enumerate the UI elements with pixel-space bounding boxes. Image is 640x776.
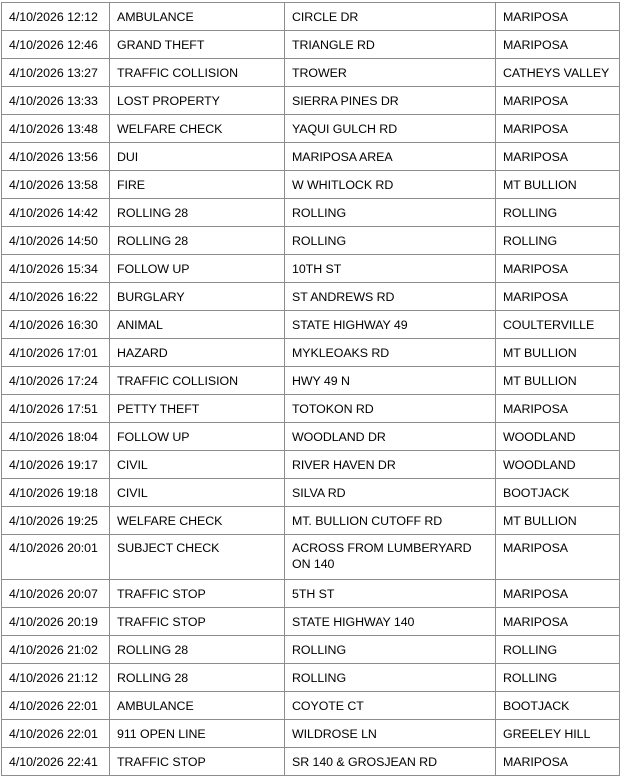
cell-location: W WHITLOCK RD bbox=[285, 171, 496, 199]
cell-nature: CIVIL bbox=[110, 479, 285, 507]
cell-location: YAQUI GULCH RD bbox=[285, 115, 496, 143]
table-row bbox=[2, 339, 620, 367]
cell-city: ROLLING bbox=[496, 664, 620, 692]
cell-nature: AMBULANCE bbox=[110, 692, 285, 720]
cell-datetime: 4/10/2026 16:22 bbox=[2, 283, 110, 311]
cell-nature: HAZARD bbox=[110, 339, 285, 367]
cell-nature: LOST PROPERTY bbox=[110, 87, 285, 115]
cell-location: TOTOKON RD bbox=[285, 395, 496, 423]
cell-datetime: 4/10/2026 17:01 bbox=[2, 339, 110, 367]
table-row bbox=[2, 720, 620, 748]
cell-location: ROLLING bbox=[285, 664, 496, 692]
cell-city: MARIPOSA bbox=[496, 115, 620, 143]
dispatch-log-page bbox=[0, 2, 640, 769]
cell-datetime: 4/10/2026 13:48 bbox=[2, 115, 110, 143]
cell-city: MT BULLION bbox=[496, 367, 620, 395]
cell-datetime: 4/10/2026 13:58 bbox=[2, 171, 110, 199]
cell-location: SR 140 & GROSJEAN RD bbox=[285, 748, 496, 776]
cell-city: MARIPOSA bbox=[496, 283, 620, 311]
cell-city: MARIPOSA bbox=[496, 608, 620, 636]
cell-location: 10TH ST bbox=[285, 255, 496, 283]
cell-location: WOODLAND DR bbox=[285, 423, 496, 451]
cell-location: MARIPOSA AREA bbox=[285, 143, 496, 171]
table-row bbox=[2, 199, 620, 227]
table-row bbox=[2, 171, 620, 199]
cell-datetime: 4/10/2026 21:02 bbox=[2, 636, 110, 664]
cell-nature: FOLLOW UP bbox=[110, 423, 285, 451]
cell-location: 5TH ST bbox=[285, 580, 496, 608]
cell-datetime: 4/10/2026 19:17 bbox=[2, 451, 110, 479]
cell-city: MARIPOSA bbox=[496, 31, 620, 59]
table-row bbox=[2, 608, 620, 636]
cell-datetime: 4/10/2026 13:27 bbox=[2, 59, 110, 87]
table-row bbox=[2, 395, 620, 423]
cell-location: HWY 49 N bbox=[285, 367, 496, 395]
cell-location: STATE HIGHWAY 140 bbox=[285, 608, 496, 636]
cell-datetime: 4/10/2026 16:30 bbox=[2, 311, 110, 339]
cell-city: MARIPOSA bbox=[496, 3, 620, 31]
cell-nature: CIVIL bbox=[110, 451, 285, 479]
table-row bbox=[2, 367, 620, 395]
cell-datetime: 4/10/2026 21:12 bbox=[2, 664, 110, 692]
cell-nature: FIRE bbox=[110, 171, 285, 199]
cell-datetime: 4/10/2026 19:18 bbox=[2, 479, 110, 507]
cell-datetime: 4/10/2026 22:01 bbox=[2, 720, 110, 748]
cell-datetime: 4/10/2026 13:33 bbox=[2, 87, 110, 115]
cell-datetime: 4/10/2026 12:46 bbox=[2, 31, 110, 59]
cell-city: ROLLING bbox=[496, 636, 620, 664]
cell-datetime: 4/10/2026 20:01 bbox=[2, 535, 110, 580]
cell-city: ROLLING bbox=[496, 227, 620, 255]
cell-city: WOODLAND bbox=[496, 451, 620, 479]
cell-nature: WELFARE CHECK bbox=[110, 115, 285, 143]
table-row bbox=[2, 664, 620, 692]
cell-datetime: 4/10/2026 18:04 bbox=[2, 423, 110, 451]
cell-location: COYOTE CT bbox=[285, 692, 496, 720]
cell-city: COULTERVILLE bbox=[496, 311, 620, 339]
table-row bbox=[2, 227, 620, 255]
cell-location: SILVA RD bbox=[285, 479, 496, 507]
table-row bbox=[2, 143, 620, 171]
cell-location: RIVER HAVEN DR bbox=[285, 451, 496, 479]
table-row bbox=[2, 451, 620, 479]
cell-city: MARIPOSA bbox=[496, 143, 620, 171]
cell-nature: TRAFFIC STOP bbox=[110, 608, 285, 636]
cell-location: TROWER bbox=[285, 59, 496, 87]
cell-nature: ANIMAL bbox=[110, 311, 285, 339]
table-row bbox=[2, 748, 620, 776]
dispatch-log-table bbox=[1, 2, 620, 776]
cell-nature: GRAND THEFT bbox=[110, 31, 285, 59]
cell-location: WILDROSE LN bbox=[285, 720, 496, 748]
table-row bbox=[2, 311, 620, 339]
cell-nature: DUI bbox=[110, 143, 285, 171]
cell-nature: ROLLING 28 bbox=[110, 664, 285, 692]
cell-nature: TRAFFIC STOP bbox=[110, 748, 285, 776]
cell-nature: TRAFFIC STOP bbox=[110, 580, 285, 608]
cell-location: STATE HIGHWAY 49 bbox=[285, 311, 496, 339]
cell-city: CATHEYS VALLEY bbox=[496, 59, 620, 87]
cell-nature: SUBJECT CHECK bbox=[110, 535, 285, 580]
cell-location: ROLLING bbox=[285, 636, 496, 664]
cell-city: MT BULLION bbox=[496, 339, 620, 367]
cell-nature: ROLLING 28 bbox=[110, 227, 285, 255]
cell-location: SIERRA PINES DR bbox=[285, 87, 496, 115]
cell-city: MARIPOSA bbox=[496, 748, 620, 776]
table-row bbox=[2, 115, 620, 143]
cell-city: BOOTJACK bbox=[496, 479, 620, 507]
cell-nature: TRAFFIC COLLISION bbox=[110, 367, 285, 395]
cell-datetime: 4/10/2026 17:24 bbox=[2, 367, 110, 395]
cell-datetime: 4/10/2026 14:42 bbox=[2, 199, 110, 227]
cell-location: MYKLEOAKS RD bbox=[285, 339, 496, 367]
cell-city: MARIPOSA bbox=[496, 255, 620, 283]
cell-city: GREELEY HILL bbox=[496, 720, 620, 748]
cell-city: MARIPOSA bbox=[496, 87, 620, 115]
cell-city: MARIPOSA bbox=[496, 395, 620, 423]
cell-datetime: 4/10/2026 22:01 bbox=[2, 692, 110, 720]
cell-location: ROLLING bbox=[285, 227, 496, 255]
cell-datetime: 4/10/2026 20:19 bbox=[2, 608, 110, 636]
cell-datetime: 4/10/2026 15:34 bbox=[2, 255, 110, 283]
cell-location: TRIANGLE RD bbox=[285, 31, 496, 59]
table-row bbox=[2, 580, 620, 608]
cell-nature: 911 OPEN LINE bbox=[110, 720, 285, 748]
cell-nature: PETTY THEFT bbox=[110, 395, 285, 423]
cell-nature: ROLLING 28 bbox=[110, 199, 285, 227]
cell-nature: FOLLOW UP bbox=[110, 255, 285, 283]
cell-datetime: 4/10/2026 22:41 bbox=[2, 748, 110, 776]
cell-datetime: 4/10/2026 20:07 bbox=[2, 580, 110, 608]
cell-nature: AMBULANCE bbox=[110, 3, 285, 31]
cell-city: MARIPOSA bbox=[496, 535, 620, 580]
table-row bbox=[2, 87, 620, 115]
cell-city: ROLLING bbox=[496, 199, 620, 227]
cell-location: MT. BULLION CUTOFF RD bbox=[285, 507, 496, 535]
cell-nature: WELFARE CHECK bbox=[110, 507, 285, 535]
table-row bbox=[2, 59, 620, 87]
cell-city: MARIPOSA bbox=[496, 580, 620, 608]
cell-datetime: 4/10/2026 17:51 bbox=[2, 395, 110, 423]
cell-nature: BURGLARY bbox=[110, 283, 285, 311]
cell-location: ROLLING bbox=[285, 199, 496, 227]
table-row bbox=[2, 507, 620, 535]
table-row bbox=[2, 423, 620, 451]
cell-nature: ROLLING 28 bbox=[110, 636, 285, 664]
cell-datetime: 4/10/2026 12:12 bbox=[2, 3, 110, 31]
table-row bbox=[2, 255, 620, 283]
cell-location: ST ANDREWS RD bbox=[285, 283, 496, 311]
cell-datetime: 4/10/2026 13:56 bbox=[2, 143, 110, 171]
cell-datetime: 4/10/2026 19:25 bbox=[2, 507, 110, 535]
table-row bbox=[2, 535, 620, 580]
dispatch-log-body bbox=[2, 3, 620, 776]
cell-city: WOODLAND bbox=[496, 423, 620, 451]
cell-city: MT BULLION bbox=[496, 171, 620, 199]
cell-location: ACROSS FROM LUMBERYARD ON 140 bbox=[285, 535, 496, 580]
table-row bbox=[2, 3, 620, 31]
cell-city: MT BULLION bbox=[496, 507, 620, 535]
cell-city: BOOTJACK bbox=[496, 692, 620, 720]
table-row bbox=[2, 31, 620, 59]
table-row bbox=[2, 636, 620, 664]
table-row bbox=[2, 692, 620, 720]
table-row bbox=[2, 479, 620, 507]
cell-location: CIRCLE DR bbox=[285, 3, 496, 31]
table-row bbox=[2, 283, 620, 311]
cell-datetime: 4/10/2026 14:50 bbox=[2, 227, 110, 255]
cell-nature: TRAFFIC COLLISION bbox=[110, 59, 285, 87]
